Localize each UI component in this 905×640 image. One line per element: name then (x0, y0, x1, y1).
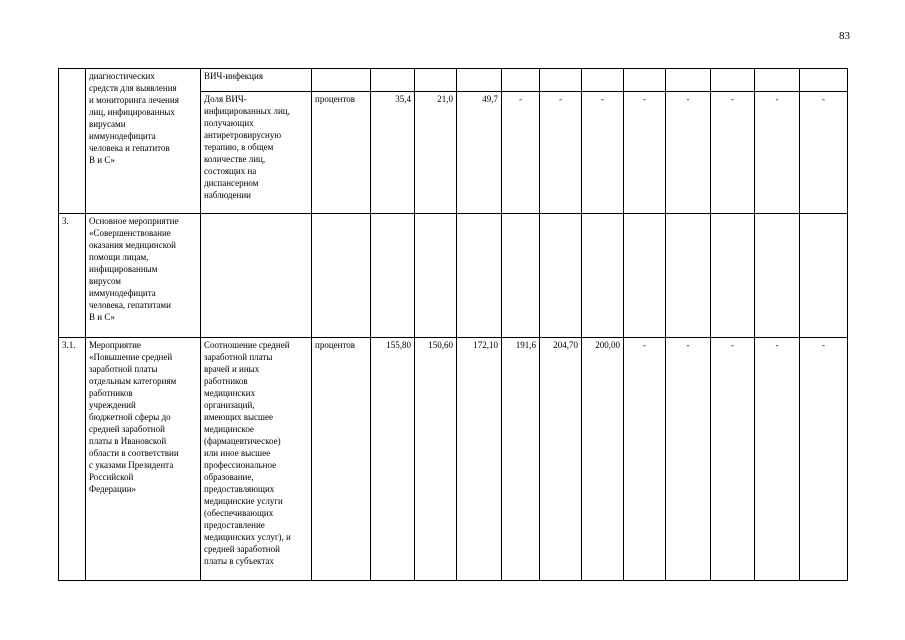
value-cell (502, 214, 540, 338)
row-number-cell: 3.1. (59, 338, 86, 581)
value-cell (502, 69, 540, 92)
value-cell (624, 214, 666, 338)
row-number-cell (59, 69, 86, 214)
value-cell (800, 214, 848, 338)
value-cell (457, 69, 502, 92)
activity-name-cell: Основное мероприятие «Совершенствование оказания медицинской помощи лицам, инфицированным вирусом иммунодефицита человека, гепатитами В и С» (86, 214, 201, 338)
value-cell: - (755, 338, 800, 581)
indicator-cell: ВИЧ-инфекция (201, 69, 312, 92)
activity-name-cell: диагностических средств для выявления и мониторинга лечения лиц, инфицированных вирусами иммунодефицита человека и гепатитов В и С» (86, 69, 201, 214)
value-cell: 172,10 (457, 338, 502, 581)
value-cell (415, 69, 457, 92)
indicator-cell: Доля ВИЧ- инфицированных лиц, получающих антиретровирусную терапию, в общем количестве лиц, состоящих на диспансерном наблюдении (201, 92, 312, 214)
value-cell (371, 214, 415, 338)
unit-cell (312, 69, 371, 92)
value-cell (624, 69, 666, 92)
value-cell (582, 69, 624, 92)
indicator-cell (201, 214, 312, 338)
unit-cell: процентов (312, 338, 371, 581)
row-number-cell: 3. (59, 214, 86, 338)
value-cell (666, 69, 711, 92)
page-number: 83 (839, 30, 850, 42)
value-cell (711, 69, 755, 92)
value-cell (800, 69, 848, 92)
value-cell: - (711, 338, 755, 581)
activity-name-cell: Мероприятие «Повышение средней заработной платы отдельным категориям работников учреждений бюджетной сферы до средней заработной платы в Ивановской области в соответствии с указами Президента Российской Федерации» (86, 338, 201, 581)
value-cell: - (540, 92, 582, 214)
value-cell: 155,80 (371, 338, 415, 581)
value-cell (457, 214, 502, 338)
value-cell: 21,0 (415, 92, 457, 214)
value-cell (582, 214, 624, 338)
value-cell (755, 214, 800, 338)
program-indicators-table (58, 68, 848, 581)
value-cell (371, 69, 415, 92)
value-cell (755, 69, 800, 92)
value-cell (540, 214, 582, 338)
table-row (59, 69, 848, 92)
value-cell: - (502, 92, 540, 214)
value-cell: 191,6 (502, 338, 540, 581)
value-cell: - (800, 92, 848, 214)
table-row (59, 338, 848, 581)
value-cell: 35,4 (371, 92, 415, 214)
value-cell: 204,70 (540, 338, 582, 581)
value-cell (711, 214, 755, 338)
value-cell (540, 69, 582, 92)
value-cell: - (624, 338, 666, 581)
table-row (59, 214, 848, 338)
value-cell: 150,60 (415, 338, 457, 581)
value-cell: - (666, 92, 711, 214)
value-cell: - (711, 92, 755, 214)
indicator-cell: Соотношение средней заработной платы врачей и иных работников медицинских организаций, имеющих высшее медицинское (фармацевтическое) или иное высшее профессиональное образование, предоставляющих медицинские услуги (обеспечивающих предоставление медицинских услуг), и средней заработной платы в субъектах (201, 338, 312, 581)
unit-cell (312, 214, 371, 338)
value-cell (415, 214, 457, 338)
value-cell: - (582, 92, 624, 214)
value-cell: - (755, 92, 800, 214)
value-cell: - (666, 338, 711, 581)
value-cell: 49,7 (457, 92, 502, 214)
value-cell: 200,00 (582, 338, 624, 581)
unit-cell: процентов (312, 92, 371, 214)
value-cell: - (624, 92, 666, 214)
value-cell (666, 214, 711, 338)
value-cell: - (800, 338, 848, 581)
